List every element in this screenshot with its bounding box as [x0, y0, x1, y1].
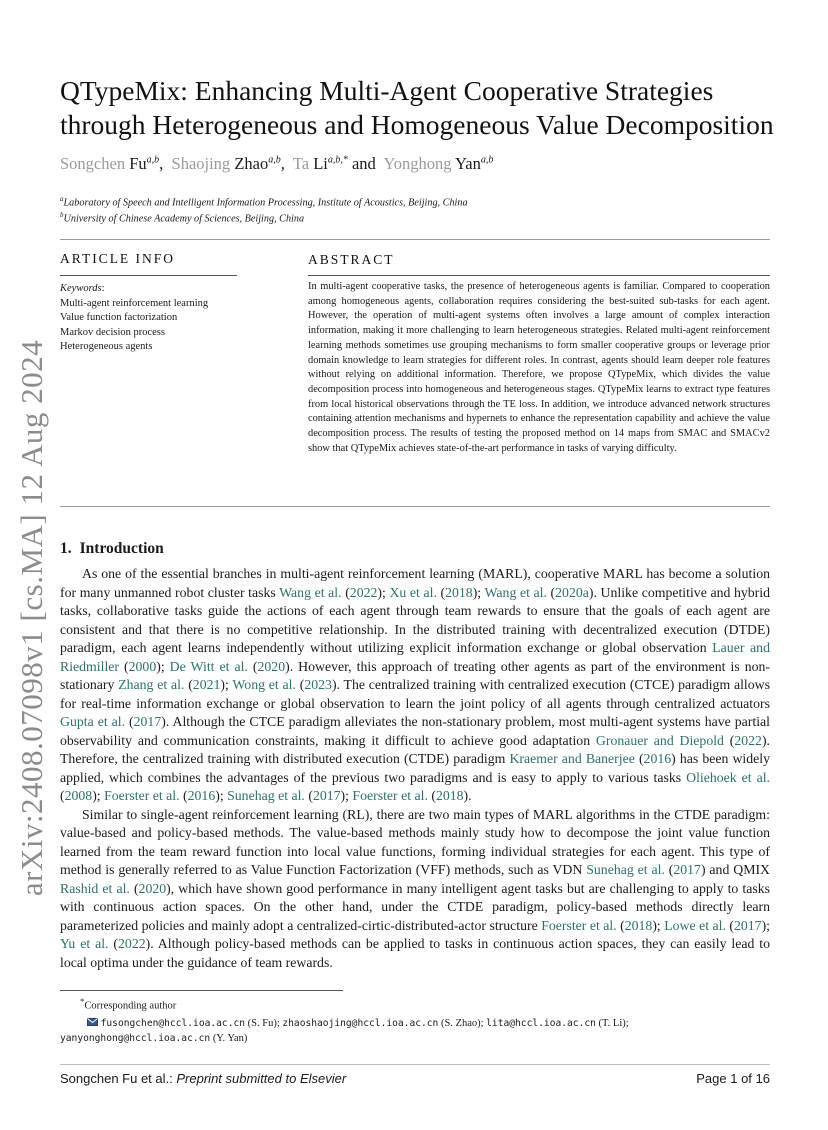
- section-heading: 1. Introduction: [60, 540, 164, 557]
- citation-link[interactable]: 2016: [643, 751, 672, 766]
- abstract-text: In multi-agent cooperative tasks, the presence of heterogeneous agents is familiar. Compared to cooperation among homogeneous agents, collaboration requires considering the best-suited sub-tasks for each agent. However, the operation of multi-agent systems often involves a large amount of complex interaction information, making it more challenging to learn heterogeneous strategies. Related multi-agent reinforcement learning methods sometimes use grouping mechanisms to form smaller cooperative groups or leverage prior domain knowledge to learn strategies for different roles. In contrast, agents should learn deeper role features without relying on additional information. Therefore, we propose QTypeMix, which divides the value decomposition process into homogeneous and heterogeneous stages. QTypeMix learns to extract type features from local historical observations through the TE loss. In addition, we introduce advanced network structures containing attention mechanisms and hypernets to enhance the representation capability and achieve the value decomposition process. The results of testing the proposed method on 14 maps from SMAC and SMACv2 show that QTypeMix achieves state-of-the-art performance in tasks of varying difficulty.: [308, 281, 770, 454]
- author-1[interactable]: Songchen Fu$^{a,b}$: [60, 154, 160, 173]
- body-text: (: [119, 658, 129, 674]
- citation-link[interactable]: 2021: [192, 677, 221, 692]
- citation-link[interactable]: 2018: [435, 788, 464, 803]
- citation-link[interactable]: Xu et al.: [389, 584, 437, 600]
- citation-link[interactable]: Sunehag et al.: [227, 788, 305, 803]
- citation-link[interactable]: Lowe et al.: [664, 917, 726, 933]
- body-text: );: [472, 584, 485, 600]
- citation-link[interactable]: 2017: [312, 788, 341, 803]
- citation-link[interactable]: Zhang et al.: [118, 677, 185, 692]
- body-text: (: [664, 862, 674, 877]
- citation-link[interactable]: 2020a: [555, 584, 589, 600]
- body-text: (: [60, 788, 65, 803]
- citation-link[interactable]: 2018: [624, 917, 653, 933]
- body-text: (: [295, 677, 305, 692]
- keyword-item: Markov decision process: [60, 326, 165, 338]
- citation-link[interactable]: 2017: [133, 714, 162, 729]
- body-text: (: [304, 788, 313, 803]
- introduction-body: [60, 565, 770, 972]
- affiliation-b: $^b$University of Chinese Academy of Sciences, Beijing, China: [60, 211, 305, 225]
- keywords-label: Keywords: [60, 283, 102, 294]
- citation-link[interactable]: 2016: [187, 788, 216, 803]
- citation-link[interactable]: 2020: [257, 658, 286, 674]
- body-text: ). Unlike competitive and hybrid tasks, collaborative tasks guide the actions of each agent through team rewards to ensure that the goals of each agent are consistent and that there is no competitive relationship. In the distributed training with decentralized execution (DTDE) paradigm, each agent learns independently without utilizing explicit information exchange or global observation: [60, 584, 770, 655]
- email-link[interactable]: lita@hccl.ioa.ac.cn: [486, 1017, 596, 1029]
- body-text: );: [156, 658, 170, 674]
- body-text: ). Although policy-based methods can be applied to tasks in continuous action spaces, they can easily lead to local optima under the guidance of team rewards.: [60, 936, 770, 970]
- body-text: (: [247, 658, 258, 674]
- citation-link[interactable]: Wong et al.: [232, 677, 296, 692]
- body-text: ).: [463, 788, 472, 803]
- citation-link[interactable]: 2018: [445, 584, 473, 600]
- page-number: Page 1 of 16: [696, 1071, 770, 1086]
- author-3[interactable]: Ta $Li^{a,b,*}$: [292, 154, 348, 173]
- header-divider: [60, 239, 770, 240]
- citation-link[interactable]: 2000: [128, 658, 157, 674]
- citation-link[interactable]: 2022: [118, 936, 146, 951]
- citation-link[interactable]: Foerster et al.: [352, 788, 428, 803]
- author-4[interactable]: Yonghong Yan$^{a,b}$: [383, 154, 494, 173]
- arxiv-identifier[interactable]: arXiv:2408.07098v1 [cs.MA] 12 Aug 2024: [14, 339, 49, 897]
- body-text: );: [761, 917, 770, 933]
- body-text: ). However, this approach of treating other agents as part of the environment is non-stationary: [60, 658, 770, 692]
- citation-link[interactable]: Foerster et al.: [104, 788, 180, 803]
- citation-link[interactable]: 2020: [138, 880, 167, 896]
- citation-link[interactable]: Wang et al.: [279, 584, 342, 600]
- citation-link[interactable]: Gupta et al.: [60, 714, 126, 729]
- body-text: ), which have shown good performance in many intelligent agent tasks but are challenging to apply to tasks with continuous action spaces. On the other hand, under the CTDE paradigm, policy-based methods directly learn parameterized policies and mainly adopt a centralized-cirtic-distributed-actor structure: [60, 880, 770, 933]
- corresponding-note: Corresponding author: [84, 1000, 177, 1012]
- email-line: fusongchen@hccl.ioa.ac.cn (S. Fu); zhaoshaojing@hccl.ioa.ac.cn (S. Zhao); lita@hccl.ioa.ac.cn (T. Li);: [60, 1015, 770, 1032]
- citation-link[interactable]: 2008: [64, 788, 93, 803]
- citation-link[interactable]: Lauer and Riedmiller: [60, 640, 770, 674]
- body-text: (: [125, 714, 134, 729]
- email-link[interactable]: yanyonghong@hccl.ioa.ac.cn: [60, 1032, 211, 1044]
- footer-divider: [60, 1064, 770, 1065]
- citation-link[interactable]: Wang et al.: [484, 584, 547, 600]
- abstract-divider: [60, 506, 770, 507]
- body-text: );: [377, 584, 390, 600]
- citation-link[interactable]: Gronauer and Diepold: [595, 732, 724, 748]
- citation-link[interactable]: 2022: [734, 732, 762, 748]
- citation-link[interactable]: Sunehag et al.: [586, 862, 665, 877]
- body-text: (: [129, 880, 139, 896]
- abstract-rule: [308, 275, 770, 276]
- body-text: Similar to single-agent reinforcement learning (RL), there are two main types of MARL algorithms in the CTDE paradigm: value-based and policy-based methods. The value-based methods mainly study how to decompose the joint value function learned from the team reward function into local value functions, forming individual strategies for each agent. This type of method is generally referred to as Value Function Factorization (VFF) methods, such as VDN: [60, 806, 770, 877]
- paper-title: QTypeMix: Enhancing Multi-Agent Cooperative Strategies through Heterogeneous and Homogeneous Value Decomposition: [60, 75, 774, 140]
- body-text: ). The centralized training with centralized execution (CTCE) paradigm allows for real-time information exchange or global observation to learn the joint policy of all agents through centralized actuators: [60, 677, 770, 711]
- running-footer: Songchen Fu et al.: Preprint submitted to Elsevier: [60, 1071, 347, 1086]
- keyword-item: Value function factorization: [60, 312, 178, 324]
- citation-link[interactable]: 2023: [304, 677, 332, 692]
- email-link[interactable]: zhaoshaojing@hccl.ioa.ac.cn: [282, 1017, 439, 1029]
- citation-link[interactable]: Foerster et al.: [541, 917, 617, 933]
- keyword-item: Multi-agent reinforcement learning: [60, 297, 209, 309]
- body-text: (: [725, 917, 734, 933]
- body-text: (: [723, 732, 735, 748]
- body-text: ) has been widely applied, which combines the advantages of the previous two paradigms and is easy to apply to various tasks: [60, 751, 771, 785]
- affiliation-a: $^a$Laboratory of Speech and Intelligent Information Processing, Institute of Acoustics, Beijing, China: [60, 195, 468, 209]
- citation-link[interactable]: Yu et al.: [60, 936, 109, 951]
- body-text: (: [634, 751, 644, 766]
- body-text: (: [108, 936, 119, 951]
- article-info-rule: [60, 275, 237, 276]
- citation-link[interactable]: 2017: [733, 917, 762, 933]
- citation-link[interactable]: De Witt et al.: [169, 658, 248, 674]
- body-text: );: [652, 917, 665, 933]
- citation-link[interactable]: Kraemer and Banerjee: [509, 751, 635, 766]
- email-link[interactable]: fusongchen@hccl.ioa.ac.cn: [100, 1017, 246, 1029]
- body-text: ). Therefore, the centralized training with distributed execution (CTDE) paradigm: [60, 732, 770, 766]
- body-text: ). Although the CTCE paradigm alleviates the non-stationary problem, most multi-agent systems have partial observability and communication constraints, making it difficult to achieve good adaptation: [60, 714, 771, 748]
- citation-link[interactable]: 2017: [673, 862, 701, 877]
- citation-link[interactable]: Rashid et al.: [60, 880, 130, 896]
- body-text: (: [184, 677, 193, 692]
- body-text: );: [92, 788, 105, 803]
- footnote: *Corresponding author fusongchen@hccl.ioa.ac.cn (S. Fu); zhaoshaojing@hccl.ioa.ac.cn (S. Zhao); lita@hccl.ioa.ac.cn (T. Li); yanyonghong@hccl.ioa.ac.cn (Y. Yan): [60, 993, 770, 1047]
- body-text: ) and QMIX: [700, 862, 771, 877]
- author-list: Songchen Fu$^{a,b}$, Shaojing Zhao$^{a,b}$, Ta $Li^{a,b,*}$ and Yonghong Yan$^{a,b}$: [60, 154, 494, 173]
- body-text: (: [341, 584, 350, 600]
- paragraph-1: [60, 565, 770, 806]
- author-2[interactable]: Shaojing Zhao$^{a,b}$: [171, 154, 281, 173]
- footnote-rule: [60, 990, 343, 991]
- citation-link[interactable]: Oliehoek et al.: [686, 769, 770, 785]
- body-text: (: [427, 788, 436, 803]
- body-text: (: [546, 584, 556, 600]
- keyword-item: Heterogeneous agents: [60, 341, 153, 353]
- envelope-icon: [87, 1018, 98, 1026]
- body-text: As one of the essential branches in multi-agent reinforcement learning (MARL), cooperative MARL has become a solution for many unmanned robot cluster tasks: [60, 566, 770, 600]
- body-text: );: [340, 788, 353, 803]
- body-text: (: [436, 584, 446, 600]
- abstract-heading: ABSTRACT: [308, 252, 395, 267]
- keywords-block: Keywords: Multi-agent reinforcement learning Value function factorization Markov decision process Heterogeneous agents: [60, 282, 240, 355]
- body-text: (: [616, 917, 625, 933]
- arxiv-sidebar: [8, 238, 56, 998]
- paragraph-2: [60, 806, 770, 973]
- body-text: );: [215, 788, 228, 803]
- citation-link[interactable]: 2022: [349, 584, 378, 600]
- article-info-heading: ARTICLE INFO: [60, 251, 176, 266]
- body-text: (: [179, 788, 188, 803]
- body-text: );: [220, 677, 233, 692]
